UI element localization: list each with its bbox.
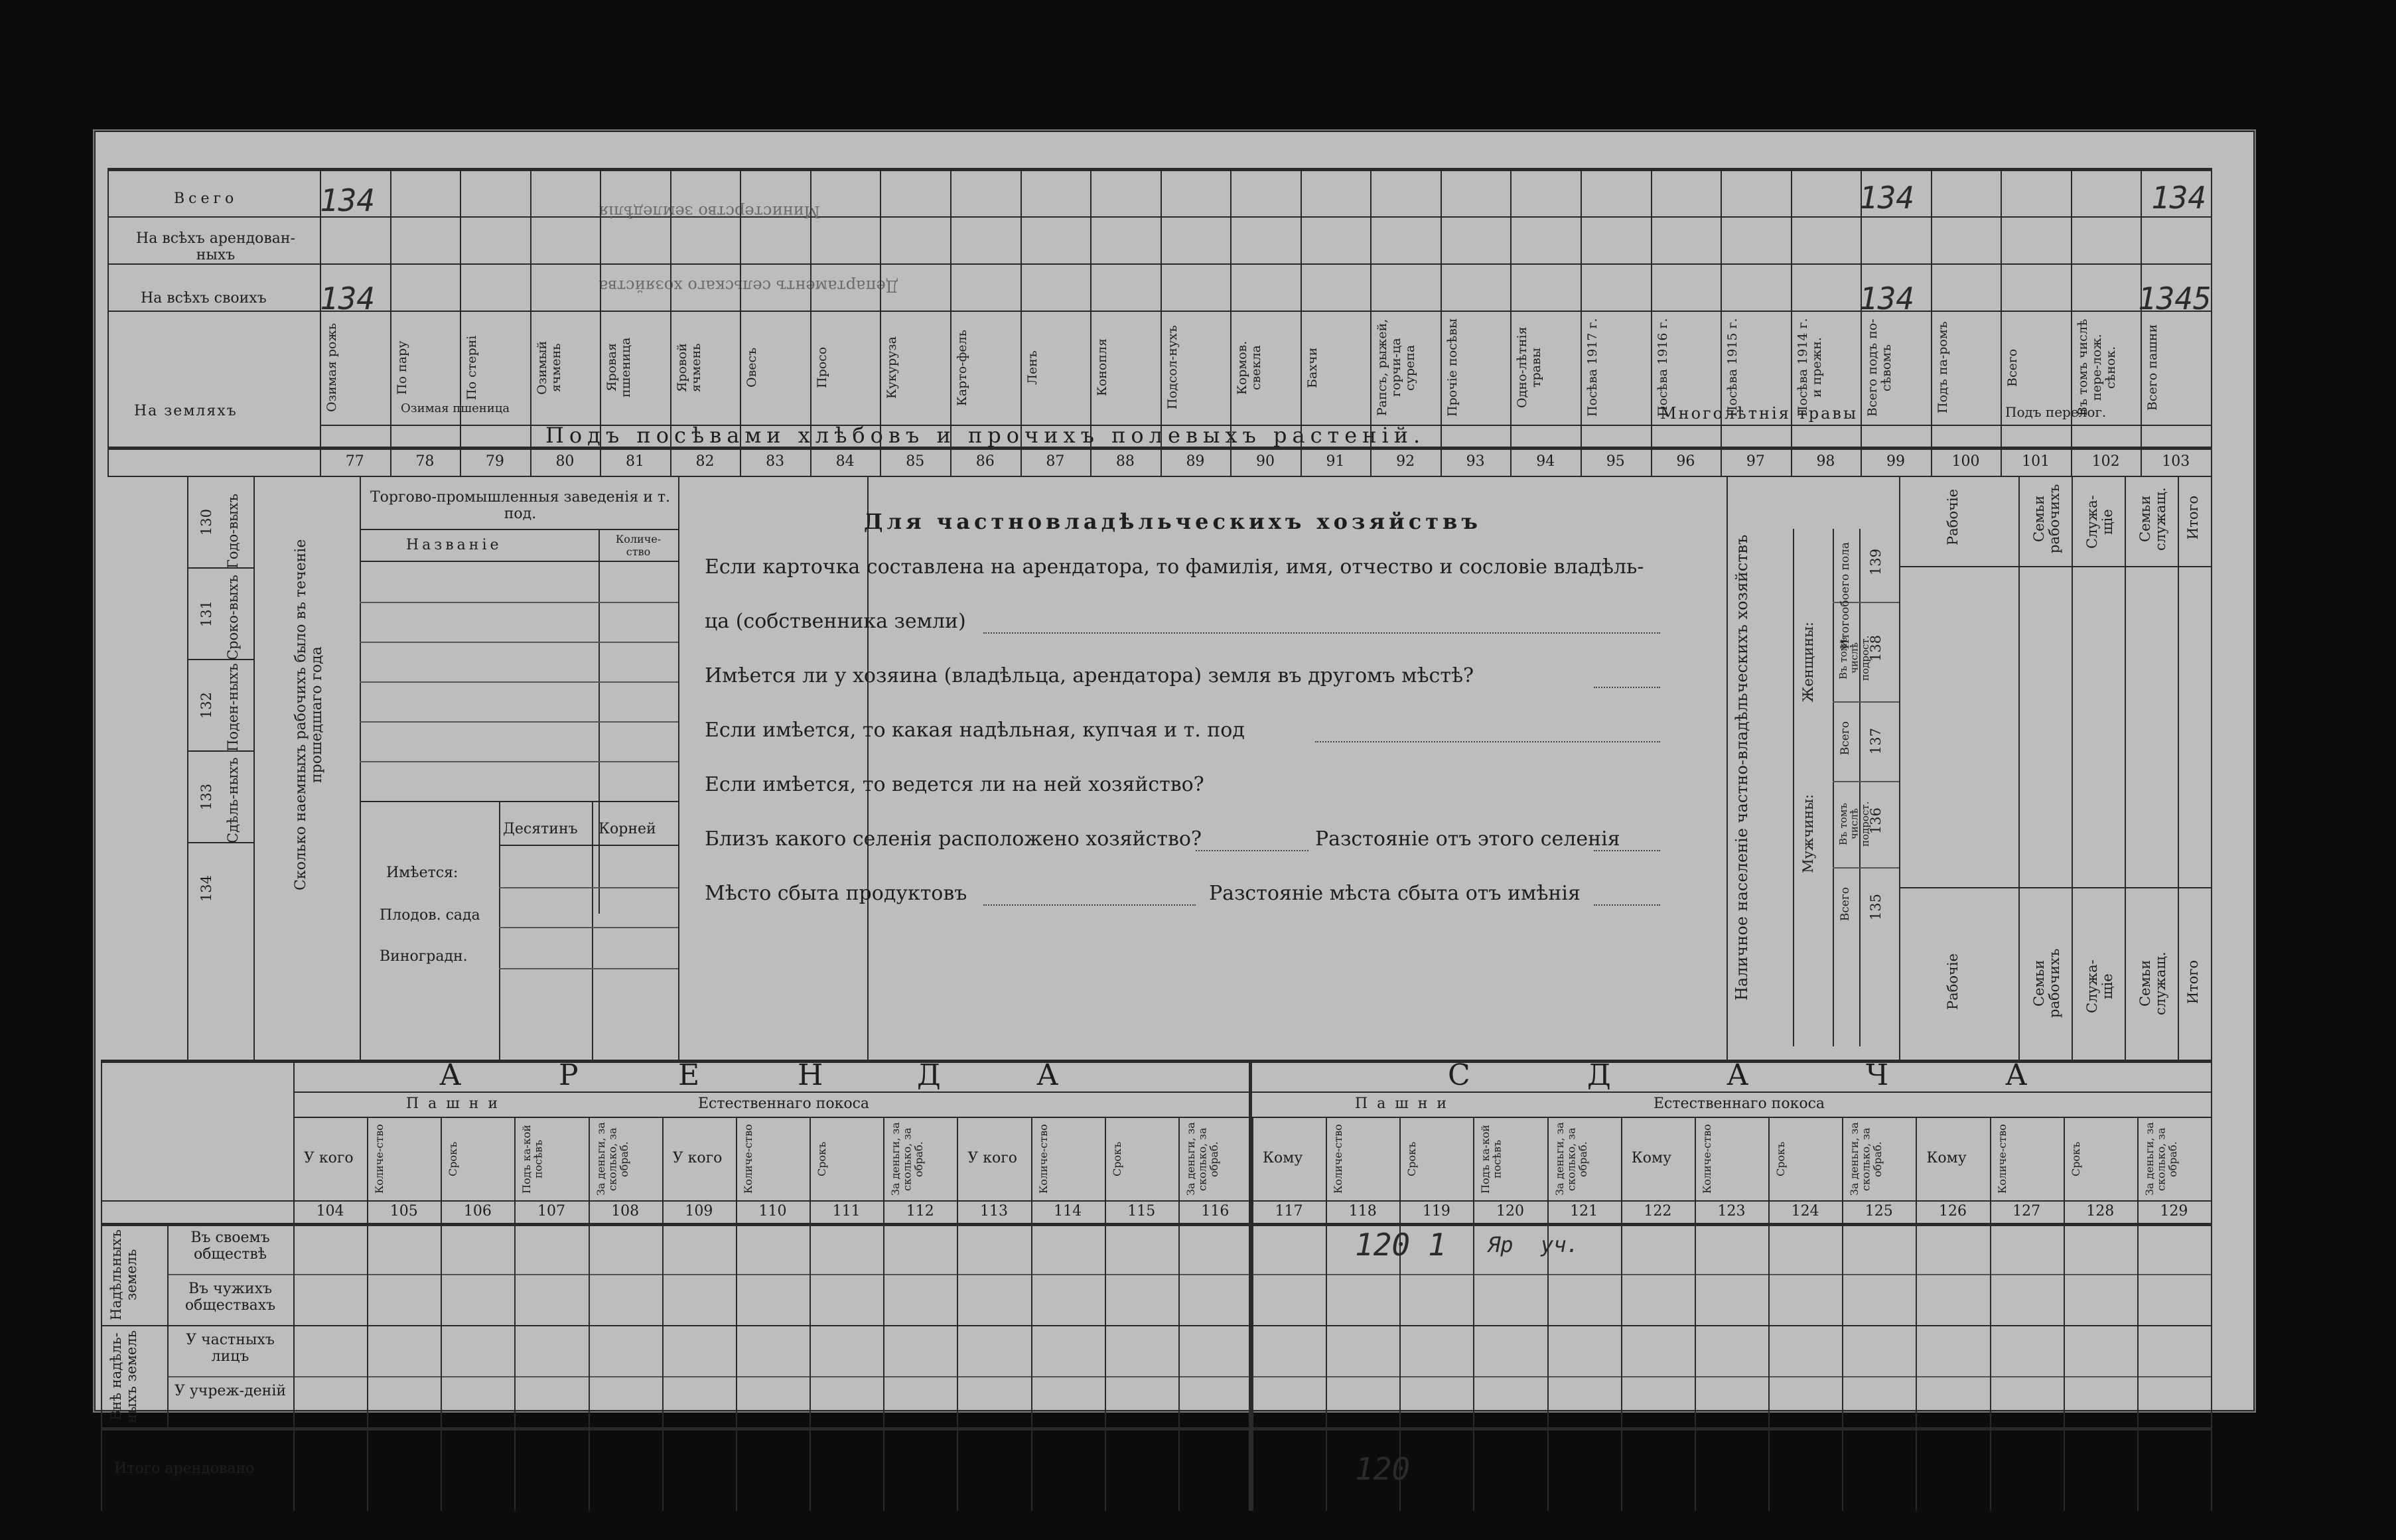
bottom-col-number: 124 (1791, 1203, 1819, 1220)
top-col-label: Овесъ (744, 347, 760, 388)
pop-num-138: 138 (1868, 635, 1884, 662)
bottom-col-divider (957, 1117, 958, 1511)
bottom-col-divider (1842, 1117, 1843, 1511)
sdacha-pokos-header: Естественнаго покоса (1654, 1095, 1825, 1112)
top-col-label: Ленъ (1024, 350, 1040, 385)
bottom-col-header: Кому (1631, 1150, 1672, 1166)
top-col-number: 78 (415, 453, 435, 470)
bottom-col-number: 117 (1275, 1203, 1303, 1220)
row-u-chastnykh-lits: У частныхъ лицъ (186, 1332, 275, 1365)
top-col-label: Карто-фель (955, 329, 969, 406)
pop-num-136: 136 (1868, 807, 1884, 835)
question-village-distance: Разстояніе отъ этого селенія (1315, 827, 1620, 851)
right-col-semyi-sluzhashchikh: Семьи служащ. (2137, 487, 2169, 551)
top-col-label: Всего подъ по-сѣвомъ (1865, 318, 1894, 417)
bottom-col-number: 115 (1127, 1203, 1156, 1220)
bottom-col-number: 126 (1938, 1203, 1967, 1220)
handwritten-itogo: 120 (1355, 1451, 1411, 1487)
bottom-col-header: Количе-ство (1700, 1124, 1713, 1194)
top-col-label: Подсол-нухъ (1164, 325, 1180, 410)
right-col-semyi-rabochikh: Семьи рабочихъ (2031, 484, 2063, 554)
bottom-col-divider (1621, 1117, 1622, 1511)
col-num-131: 131 (198, 600, 214, 628)
handwritten-vsego-posev: 134 (1859, 180, 1915, 216)
bottom-col-header: За деньги, за сколько, за обраб. (594, 1122, 630, 1196)
right-col-rabochie: Рабочіе (1945, 489, 1961, 545)
top-col-label: Подъ па-ромъ (1935, 321, 1950, 414)
top-col-number: 103 (2162, 453, 2190, 470)
bottom-col-header: Срокъ (447, 1141, 460, 1177)
bottom-col-header: Количе-ство (1036, 1124, 1050, 1194)
top-col-number: 90 (1256, 453, 1275, 470)
bottom-col-header: За деньги, за сколько, за обраб. (889, 1122, 926, 1196)
top-col-number: 95 (1606, 453, 1625, 470)
arenda-pokos-header: Естественнаго покоса (698, 1095, 870, 1112)
top-col-label: Просо (814, 346, 829, 389)
bottom-col-number: 108 (611, 1203, 640, 1220)
top-col-divider (1651, 168, 1652, 476)
bottom-col-divider (1547, 1117, 1549, 1511)
vinogradn-label: Виноградн. (380, 948, 468, 965)
group-nadelnykh: Надѣльныхъ земель (108, 1229, 140, 1320)
top-col-divider (2001, 168, 2002, 476)
sdacha-letter-3: А (1727, 1058, 1750, 1092)
row-v-svoem-obshchestve: Въ своемъ обществѣ (190, 1229, 270, 1263)
right-col-semyi-rabochikh-bottom: Семьи рабочихъ (2031, 948, 2063, 1018)
row-label-arendovannykh: На всѣхъ арендован-ныхъ (136, 230, 295, 263)
top-col-label: По пару (394, 340, 409, 395)
worker-type-srokovykh: Сроко-выхъ (225, 575, 241, 660)
bottom-col-divider (1252, 1117, 1253, 1511)
top-col-label: Кормов. свекла (1235, 340, 1264, 395)
sdacha-letter-2: Д (1587, 1058, 1612, 1092)
top-col-number: 96 (1676, 453, 1695, 470)
bottom-col-number: 118 (1348, 1203, 1377, 1220)
bottom-col-number: 123 (1717, 1203, 1746, 1220)
top-col-divider (1370, 168, 1372, 476)
bottom-col-number: 129 (2160, 1203, 2188, 1220)
bottom-col-header: Срокъ (2069, 1141, 2082, 1177)
pop-women-podrostki: Въ томъ числѣ подрост. (1837, 635, 1871, 681)
bottom-col-header: Срокъ (1405, 1141, 1419, 1177)
right-col-itogo: Итого (2185, 496, 2201, 540)
bottom-col-number: 109 (685, 1203, 713, 1220)
question-land-elsewhere: Имѣется ли у хозяина (владѣльца, арендатора) земля въ другомъ мѣстѣ? (705, 664, 1474, 687)
bottom-col-divider (589, 1117, 590, 1511)
bottom-col-header: Подъ ка-кой посѣвъ (520, 1125, 545, 1194)
bottom-col-number: 106 (463, 1203, 492, 1220)
bottom-col-header: Количе-ство (1995, 1124, 2008, 1194)
bottom-col-divider (1399, 1117, 1401, 1511)
arenda-letter-2: Р (559, 1058, 580, 1092)
top-col-number: 101 (2022, 453, 2050, 470)
pop-men-vsego: Всего (1839, 887, 1852, 922)
top-col-label: Всего пашни (2145, 324, 2160, 411)
bottom-col-header: Кому (1926, 1150, 1967, 1166)
top-col-number: 89 (1186, 453, 1205, 470)
bottom-col-number: 112 (906, 1203, 934, 1220)
bottom-col-header: За деньги, за сколько, за обраб. (1553, 1122, 1589, 1196)
bottom-col-number: 116 (1201, 1203, 1230, 1220)
right-col-itogo-bottom: Итого (2185, 960, 2201, 1005)
top-col-label: Посѣва 1915 г. (1725, 318, 1740, 417)
bottom-col-number: 121 (1570, 1203, 1598, 1220)
bottom-col-number: 105 (389, 1203, 418, 1220)
top-col-label: Кукуруза (884, 336, 900, 399)
bottom-col-number: 119 (1422, 1203, 1450, 1220)
pop-men-podrostki: Въ томъ числѣ подрост. (1837, 801, 1871, 847)
question-land-type: Если имѣется, то какая надѣльная, купчая и т. под (705, 719, 1245, 742)
handwritten-vsego-total: 134 (320, 182, 376, 218)
private-farms-title: Для частновладѣльческихъ хозяйствъ (864, 509, 1482, 534)
plodov-sada-label: Плодов. сада (380, 907, 480, 924)
top-col-divider (1301, 168, 1302, 476)
muzhchiny-label: Мужчины: (1800, 794, 1816, 873)
bottom-col-header: За деньги, за сколько, за обраб. (1184, 1122, 1221, 1196)
arenda-letter-3: Е (678, 1058, 701, 1092)
bottom-col-divider (1990, 1117, 1991, 1511)
top-col-divider (1791, 168, 1792, 476)
top-col-number: 98 (1816, 453, 1835, 470)
top-col-label: Бахчи (1304, 347, 1320, 388)
arenda-letter-6: А (1036, 1058, 1060, 1092)
col-num-130: 130 (198, 509, 214, 536)
bottom-col-number: 125 (1865, 1203, 1893, 1220)
top-col-divider (740, 168, 741, 476)
bottom-col-number: 127 (2012, 1203, 2041, 1220)
bottom-col-header: Количе-ство (741, 1124, 754, 1194)
sdacha-letter-1: С (1448, 1058, 1472, 1092)
bottom-col-divider (810, 1117, 811, 1511)
bottom-col-header: У кого (967, 1150, 1018, 1166)
top-col-divider (460, 168, 461, 476)
bottom-col-number: 110 (758, 1203, 787, 1220)
top-col-divider (1931, 168, 1932, 476)
bottom-col-number: 114 (1054, 1203, 1082, 1220)
bottom-col-header: Срокъ (1774, 1141, 1788, 1177)
top-col-divider (1441, 168, 1442, 476)
top-col-number: 88 (1115, 453, 1135, 470)
bottom-col-header: У кого (304, 1150, 354, 1166)
top-col-divider (1861, 168, 1862, 476)
bottom-col-divider (883, 1117, 884, 1511)
bottom-col-number: 128 (2086, 1203, 2115, 1220)
bottom-col-number: 120 (1496, 1203, 1525, 1220)
handwritten-sdacha-srok: 1 (1428, 1227, 1446, 1263)
bottom-col-header: Количе-ство (373, 1124, 386, 1194)
top-col-label: Яровой ячмень (674, 343, 703, 392)
stamp-department: Департаментъ сельскаго хозяйства (599, 277, 899, 295)
bottom-col-divider (1695, 1117, 1696, 1511)
top-col-number: 84 (835, 453, 855, 470)
right-col-rabochie-bottom: Рабочіе (1945, 953, 1961, 1010)
top-col-divider (1230, 168, 1232, 476)
right-col-semyi-sluzhashchikh-bottom: Семьи служащ. (2137, 951, 2169, 1015)
group-vne-nadelnykh: Внѣ надѣль-ныхъ земель (108, 1330, 140, 1423)
top-col-number: 91 (1326, 453, 1345, 470)
bottom-col-number: 104 (316, 1203, 344, 1220)
top-col-number: 102 (2091, 453, 2120, 470)
arenda-letter-4: Н (798, 1058, 825, 1092)
bottom-col-header: Количе-ство (1332, 1124, 1345, 1194)
bottom-col-number: 111 (832, 1203, 861, 1220)
bottom-col-number: 113 (979, 1203, 1008, 1220)
top-col-divider (1581, 168, 1582, 476)
bottom-col-divider (367, 1117, 368, 1511)
handwritten-svoikh-total: 134 (320, 281, 376, 316)
right-col-sluzhashchie-bottom: Служа-щіе (2084, 959, 2116, 1014)
top-col-divider (810, 168, 811, 476)
top-col-divider (530, 168, 531, 476)
bottom-col-header: За деньги, за сколько, за обраб. (1848, 1122, 1884, 1196)
bottom-col-divider (1768, 1117, 1770, 1511)
zhenshchiny-label: Женщины: (1800, 622, 1816, 703)
arenda-letter-1: А (439, 1058, 463, 1092)
bottom-col-divider (1916, 1117, 1917, 1511)
col-num-134: 134 (198, 875, 214, 902)
bottom-col-divider (1178, 1117, 1180, 1511)
handwritten-svoikh-posev: 134 (1859, 281, 1915, 316)
top-col-number: 87 (1046, 453, 1065, 470)
top-col-label: Прочіе посѣвы (1445, 318, 1460, 417)
top-col-divider (2141, 168, 2142, 476)
row-label-vsego: Всего (174, 190, 238, 207)
pop-num-135: 135 (1868, 894, 1884, 921)
top-col-label: Рапсъ, рыжей, горчи-ца сурепа (1375, 318, 1418, 417)
top-col-divider (1510, 168, 1512, 476)
top-col-label: Озимый ячмень (534, 340, 563, 395)
top-col-number: 99 (1886, 453, 1905, 470)
question-owner-2: ца (собственника земли) (705, 610, 966, 633)
handwritten-sdacha-qty: 120 (1355, 1227, 1411, 1263)
question-market-distance: Разстояніе мѣста сбыта отъ имѣнія (1209, 882, 1581, 905)
top-col-divider (950, 168, 951, 476)
bottom-col-divider (1031, 1117, 1032, 1511)
top-col-label: Всего (2005, 348, 2020, 387)
pop-num-137: 137 (1868, 728, 1884, 755)
top-col-divider (1721, 168, 1722, 476)
bottom-col-header: Кому (1263, 1150, 1303, 1166)
top-col-number: 93 (1466, 453, 1485, 470)
trade-name-header: Названіе (406, 537, 502, 553)
top-col-divider (1161, 168, 1162, 476)
top-col-label: Посѣва 1917 г. (1585, 318, 1600, 417)
top-col-divider (2071, 168, 2072, 476)
handwritten-svoikh-pashni: 1345 (2138, 281, 2212, 316)
top-col-label: Посѣва 1916 г. (1655, 318, 1670, 417)
bottom-col-divider (514, 1117, 516, 1511)
top-col-divider (390, 168, 391, 476)
bottom-col-header: За деньги, за сколько, за обраб. (2143, 1122, 2180, 1196)
top-col-divider (1090, 168, 1092, 476)
handwritten-sdacha-posev: Яр (1488, 1232, 1514, 1257)
top-col-number: 92 (1396, 453, 1415, 470)
population-caption: Наличное населеніе частно-владѣльческихъ хозяйствъ (1732, 534, 1751, 1001)
question-nearest-village: Близъ какого селенія расположено хозяйство? (705, 827, 1202, 851)
right-col-sluzhashchie: Служа-щіе (2084, 495, 2116, 549)
ozimaya-pshenitsa-label: Озимая пшеница (401, 401, 510, 415)
bottom-col-divider (293, 1117, 295, 1511)
row-itogo-arendovano: Итого арендовано (114, 1460, 255, 1477)
top-col-number: 85 (906, 453, 925, 470)
pop-num-139: 139 (1868, 549, 1884, 576)
top-col-divider (880, 168, 881, 476)
bottom-col-divider (1473, 1117, 1474, 1511)
col-num-132: 132 (198, 692, 214, 719)
bottom-col-divider (2064, 1117, 2065, 1511)
top-col-label: Въ томъ числѣ пере-лож. сѣнок. (2075, 318, 2118, 417)
sdacha-letter-5: А (2005, 1058, 2029, 1092)
perelog-label: Подъ перелог. (2005, 404, 2107, 420)
worker-type-sdelnykh: Сдѣль-ныхъ (225, 757, 241, 843)
bottom-col-divider (2137, 1117, 2139, 1511)
bottom-col-number: 122 (1644, 1203, 1672, 1220)
row-label-svoikh: На всѣхъ своихъ (141, 290, 267, 307)
stamp-ministry: Министерство земледѣлія (599, 202, 820, 221)
row-u-uchrezhdeniy: У учреж-деній (174, 1383, 287, 1399)
top-col-divider (1021, 168, 1022, 476)
bottom-col-divider (1326, 1117, 1327, 1511)
worker-type-podennykh: Поден-ныхъ (225, 663, 241, 752)
worker-type-godovykh: Годо-выхъ (225, 494, 241, 569)
top-col-label: Яровая пшеница (604, 337, 634, 398)
imeetsya-label: Имѣется: (386, 865, 458, 881)
arenda-letter-5: Д (917, 1058, 942, 1092)
row-label-na-zemlyakh: На земляхъ (134, 403, 238, 419)
col-num-133: 133 (198, 784, 214, 811)
workers-caption: Сколько наемныхъ рабочихъ было въ теченіе прошедшаго года (293, 539, 326, 890)
mnogoletnie-label: Многолѣтнія травы (1660, 404, 1859, 423)
desyatin-header: Десятинъ (503, 821, 578, 837)
pop-itogo-label: Итогообоего пола (1839, 542, 1852, 650)
korney-header: Корней (599, 821, 656, 837)
top-col-number: 86 (975, 453, 995, 470)
top-col-label: Одно-лѣтнія травы (1515, 326, 1544, 409)
question-market: Мѣсто сбыта продуктовъ (705, 882, 967, 905)
bottom-col-header: У кого (672, 1150, 723, 1166)
arenda-pashni-header: Пашни (406, 1095, 508, 1112)
top-col-number: 81 (626, 453, 644, 470)
bottom-col-header: Срокъ (1110, 1141, 1123, 1177)
top-col-label: По стерні (464, 335, 480, 400)
bottom-col-divider (662, 1117, 664, 1511)
top-col-number: 82 (695, 453, 715, 470)
top-col-label: Озимая рожь (324, 322, 339, 413)
bottom-col-header: Срокъ (815, 1141, 829, 1177)
bottom-col-divider (1105, 1117, 1106, 1511)
bottom-col-divider (441, 1117, 442, 1511)
sdacha-pashni-header: Пашни (1355, 1095, 1456, 1112)
handwritten-sdacha-uch: уч. (1541, 1232, 1579, 1257)
census-form-sheet (93, 129, 2256, 1487)
bottom-col-number: 107 (537, 1203, 566, 1220)
top-caption: Подъ посѣвами хлѣбовъ и прочихъ полевыхъ растеній. (545, 423, 1426, 448)
handwritten-vsego-pashni: 134 (2151, 180, 2207, 216)
question-farming: Если имѣется, то ведется ли на ней хозяйство? (705, 773, 1204, 796)
top-col-divider (600, 168, 601, 476)
row-v-chuzhikh-obshchestvakh: Въ чужихъ обществахъ (184, 1281, 276, 1314)
top-col-divider (670, 168, 671, 476)
trade-qty-header: Количе-ство (615, 533, 662, 558)
top-col-number: 94 (1536, 453, 1555, 470)
question-owner-1: Если карточка составлена на арендатора, то фамилія, имя, отчество и сословіе владѣль- (705, 555, 1644, 579)
top-col-number: 79 (485, 453, 504, 470)
top-col-number: 80 (555, 453, 575, 470)
bottom-col-divider (736, 1117, 737, 1511)
top-col-number: 100 (1951, 453, 1980, 470)
top-col-number: 77 (345, 453, 364, 470)
top-col-label: Посѣва 1914 г. и прежн. (1795, 318, 1824, 417)
top-col-number: 83 (766, 453, 785, 470)
top-col-label: Конопля (1095, 338, 1110, 397)
trade-title: Торгово-промышленныя заведенія и т. под. (370, 489, 671, 522)
pop-women-vsego: Всего (1839, 721, 1852, 756)
bottom-col-header: Подъ ка-кой посѣвъ (1479, 1125, 1504, 1194)
sdacha-letter-4: Ч (1866, 1058, 1890, 1092)
top-col-number: 97 (1746, 453, 1765, 470)
